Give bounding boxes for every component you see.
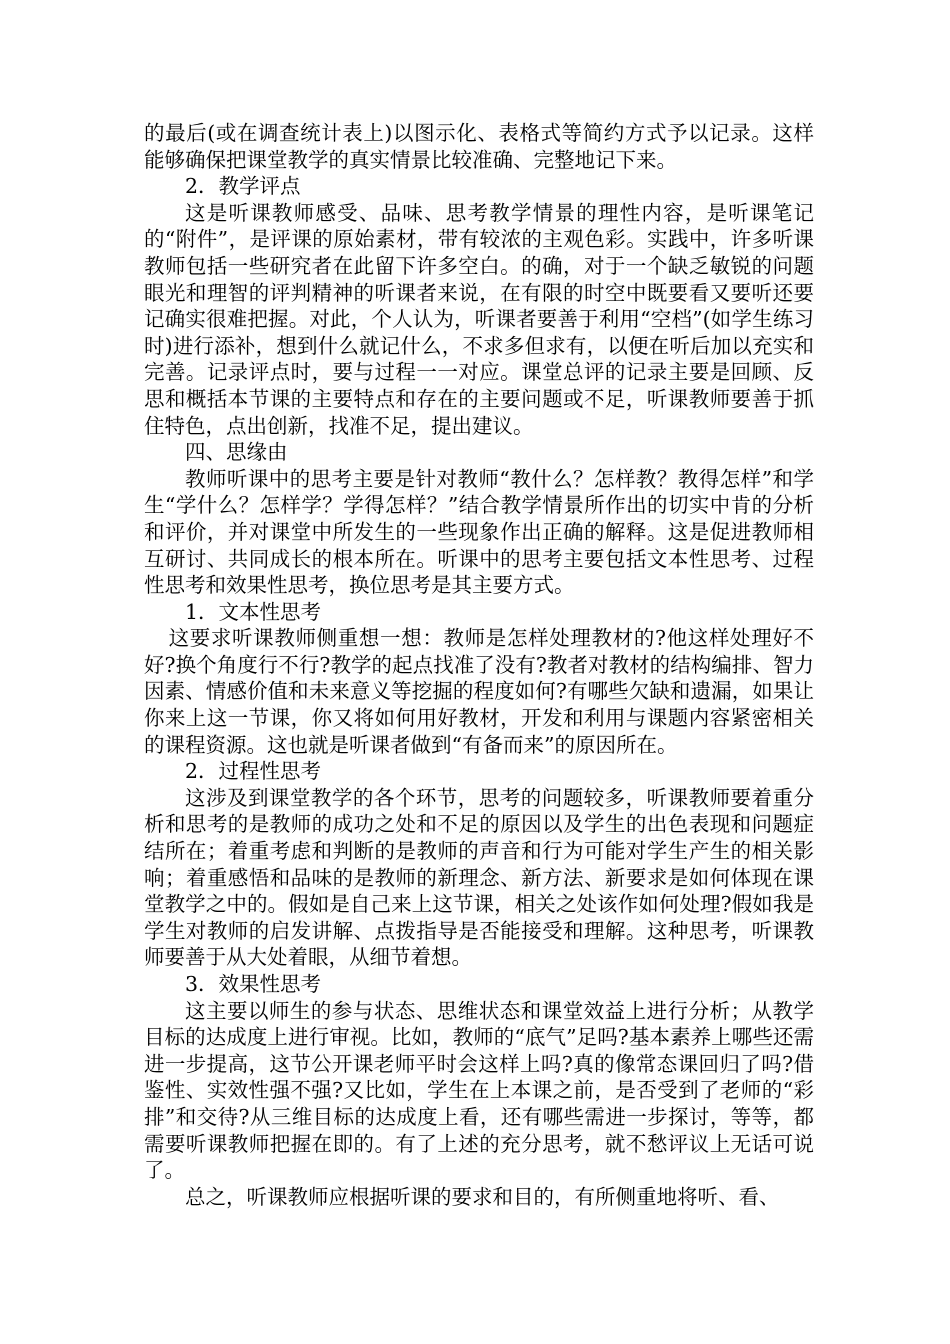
- paragraph-summary: 总之，听课教师应根据听课的要求和目的，有所侧重地将听、看、: [185, 1184, 780, 1209]
- paragraph-textual-thinking: 这要求听课教师侧重想一想：教师是怎样处理教材的?他这样处理好不好?换个角度行不行?教学的起点找准了没有?教者对教材的结构编排、智力因素、情感价值和未来意义等挖掘的程度如何?有哪些欠缺和遗漏，如果让你来上这一节课，你又将如何用好教材，开发和利用与课题内容紧密相关的课程资源。这也就是听课者做到“有备而来”的原因所在。: [144, 626, 814, 757]
- heading-process-thinking: 2．过程性思考: [185, 759, 322, 784]
- heading-teaching-comments: 2．教学评点: [185, 174, 301, 199]
- paragraph-process-thinking: 这涉及到课堂教学的各个环节，思考的问题较多，听课教师要着重分析和思考的是教师的成功之处和不足的原因以及学生的出色表现和问题症结所在；着重考虑和判断的是教师的声音和行为可能对学生产生的相关影响；着重感悟和品味的是教师的新理念、新方法、新要求是如何体现在课堂教学之中的。假如是自己来上这节课，相关之处该作如何处理?假如我是学生对教师的启发讲解、点拨指导是否能接受和理解。这种思考，听课教师要善于从大处着眼，从细节着想。: [144, 785, 814, 970]
- paragraph-continuation: 的最后(或在调查统计表上)以图示化、表格式等简约方式予以记录。这样能够确保把课堂教学的真实情景比较准确、完整地记下来。: [144, 121, 814, 172]
- paragraph-section-four: 教师听课中的思考主要是针对教师“教什么？怎样教？教得怎样”和学生“学什么？怎样学？学得怎样？”结合教学情景所作出的切实中肯的分析和评价，并对课堂中所发生的一些现象作出正确的解释。这是促进教师相互研讨、共同成长的根本所在。听课中的思考主要包括文本性思考、过程性思考和效果性思考，换位思考是其主要方式。: [144, 466, 814, 598]
- paragraph-effect-thinking: 这主要以师生的参与状态、思维状态和课堂效益上进行分析；从教学目标的达成度上进行审视。比如，教师的“底气”足吗?基本素养上哪些还需进一步提高，这节公开课老师平时会这样上吗?真的像常态课回归了吗?借鉴性、实效性强不强?又比如，学生在上本课之前，是否受到了老师的“彩排”和交待?从三维目标的达成度上看，还有哪些需进一步探讨，等等，都需要听课教师把握在即的。有了上述的充分思考，就不愁评议上无话可说了。: [144, 998, 814, 1183]
- heading-section-four: 四、思缘由: [185, 440, 288, 465]
- paragraph-teaching-comments: 这是听课教师感受、品味、思考教学情景的理性内容，是听课笔记的“附件”，是评课的原始素材，带有较浓的主观色彩。实践中，许多听课教师包括一些研究者在此留下许多空白。的确，对于一个缺乏敏锐的问题眼光和理智的评判精神的听课者来说，在有限的时空中既要看又要听还要记确实很难把握。对此，个人认为，听课者要善于利用“空档”(如学生练习时)进行添补，想到什么就记什么，不求多但求有，以便在听后加以充实和完善。记录评点时，要与过程一一对应。课堂总评的记录主要是回顾、反思和概括本节课的主要特点和存在的主要问题或不足，听课教师要善于抓住特色，点出创新，找准不足，提出建议。: [144, 200, 814, 438]
- document-body: [144, 120, 814, 1210]
- heading-textual-thinking: 1．文本性思考: [185, 599, 322, 624]
- heading-effect-thinking: 3．效果性思考: [185, 972, 322, 996]
